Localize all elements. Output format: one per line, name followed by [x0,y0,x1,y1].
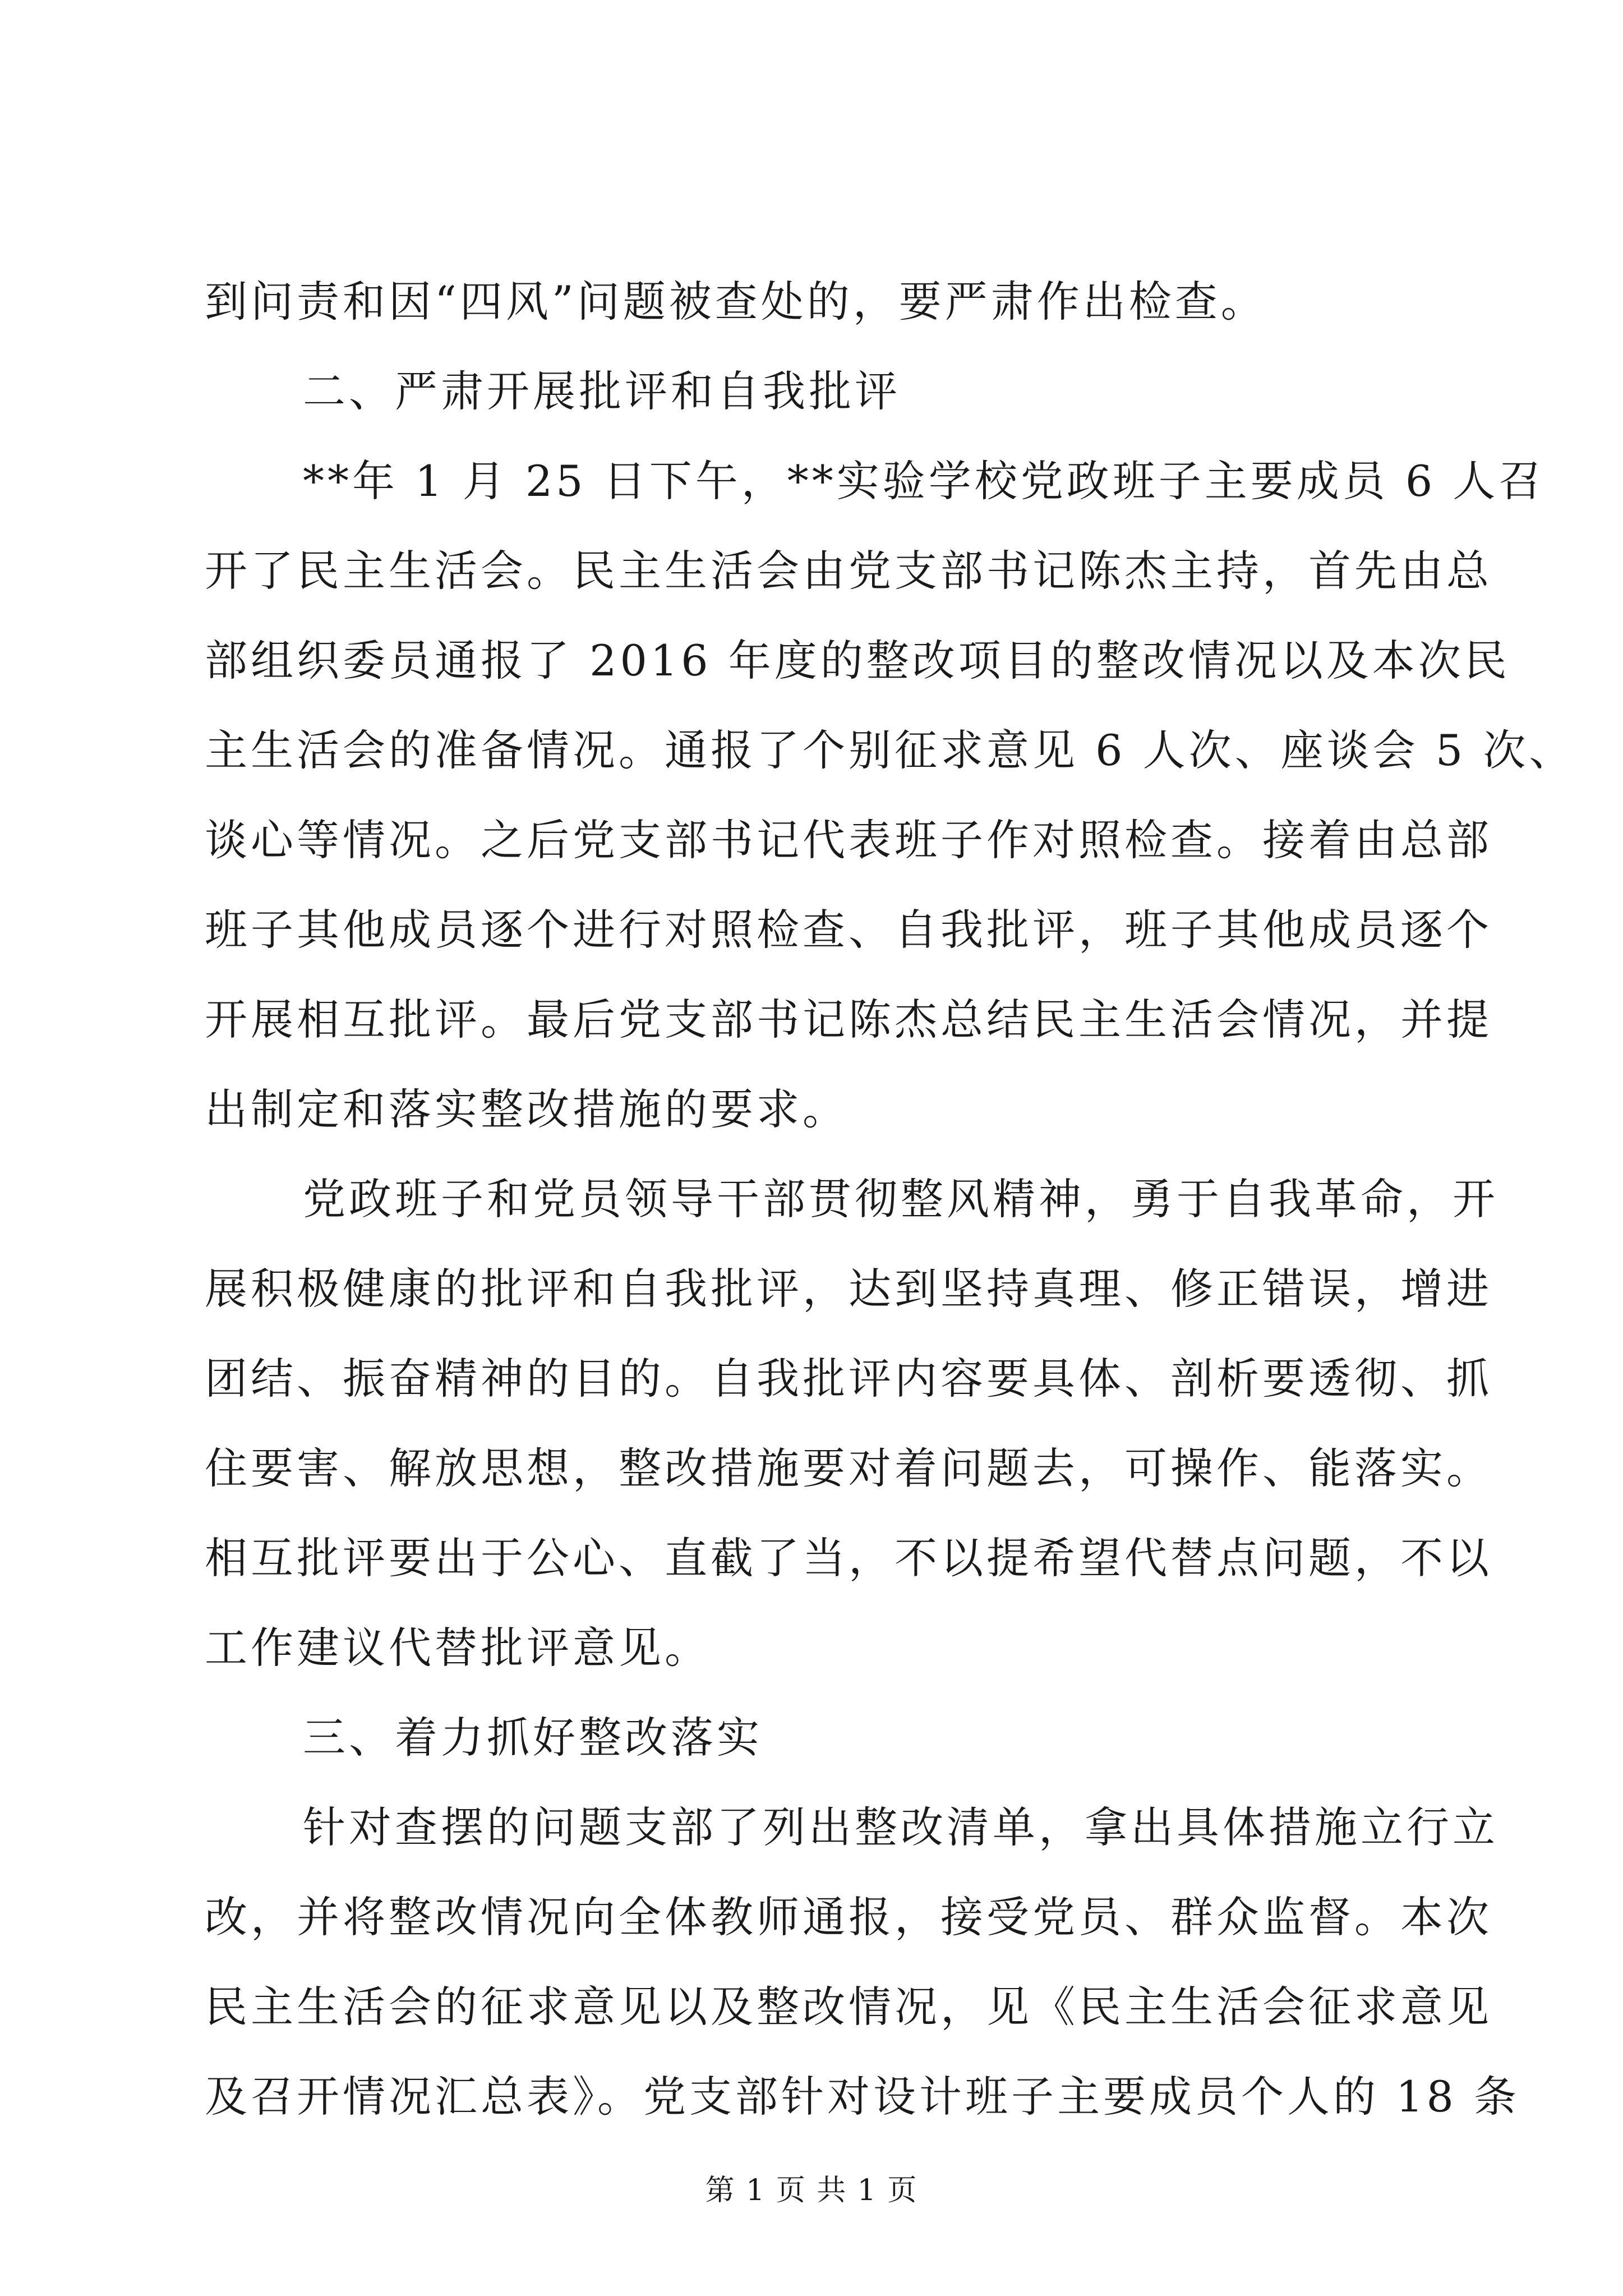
text-line: 工作建议代替批评意见。 [205,1623,711,1673]
text-line: 到问责和因“四风”问题被查处的，要严肃作出检查。 [205,277,1267,326]
text-line: 及召开情况汇总表》。党支部针对设计班子主要成员个人的 18 条 [205,2072,1520,2122]
text-line: 出制定和落实整改措施的要求。 [205,1084,849,1134]
text-line: 改，并将整改情况向全体教师通报，接受党员、群众监督。本次 [205,1892,1492,1942]
page-footer: 第 1 页 共 1 页 [705,2174,918,2207]
text-line: 针对查摆的问题支部了列出整改清单，拿出具体措施立行立 [303,1802,1498,1852]
text-line: 展积极健康的批评和自我批评，达到坚持真理、修正错误，增进 [205,1264,1492,1314]
text-line: 相互批评要出于公心、直截了当，不以提希望代替点问题，不以 [205,1533,1492,1583]
text-line: 党政班子和党员领导干部贯彻整风精神，勇于自我革命，开 [303,1174,1498,1224]
text-line: 开了民主生活会。民主生活会由党支部书记陈杰主持，首先由总 [205,546,1492,596]
text-line: 主生活会的准备情况。通报了个别征求意见 6 人次、座谈会 5 次、 [205,725,1575,775]
text-line: 团结、振奋精神的目的。自我批评内容要具体、剖析要透彻、抓 [205,1354,1492,1404]
text-line: 班子其他成员逐个进行对照检查、自我批评，班子其他成员逐个 [205,905,1492,955]
text-line: 民主生活会的征求意见以及整改情况，见《民主生活会征求意见 [205,1982,1492,2032]
section-heading: 二、严肃开展批评和自我批评 [303,366,901,416]
text-line: 开展相互批评。最后党支部书记陈杰总结民主生活会情况，并提 [205,995,1492,1045]
section-heading: 三、着力抓好整改落实 [303,1713,763,1763]
text-line: **年 1 月 25 日下午，**实验学校党政班子主要成员 6 人召 [303,456,1545,506]
text-line: 住要害、解放思想，整改措施要对着问题去，可操作、能落实。 [205,1443,1492,1493]
text-line: 部组织委员通报了 2016 年度的整改项目的整改情况以及本次民 [205,636,1510,685]
text-line: 谈心等情况。之后党支部书记代表班子作对照检查。接着由总部 [205,815,1492,865]
